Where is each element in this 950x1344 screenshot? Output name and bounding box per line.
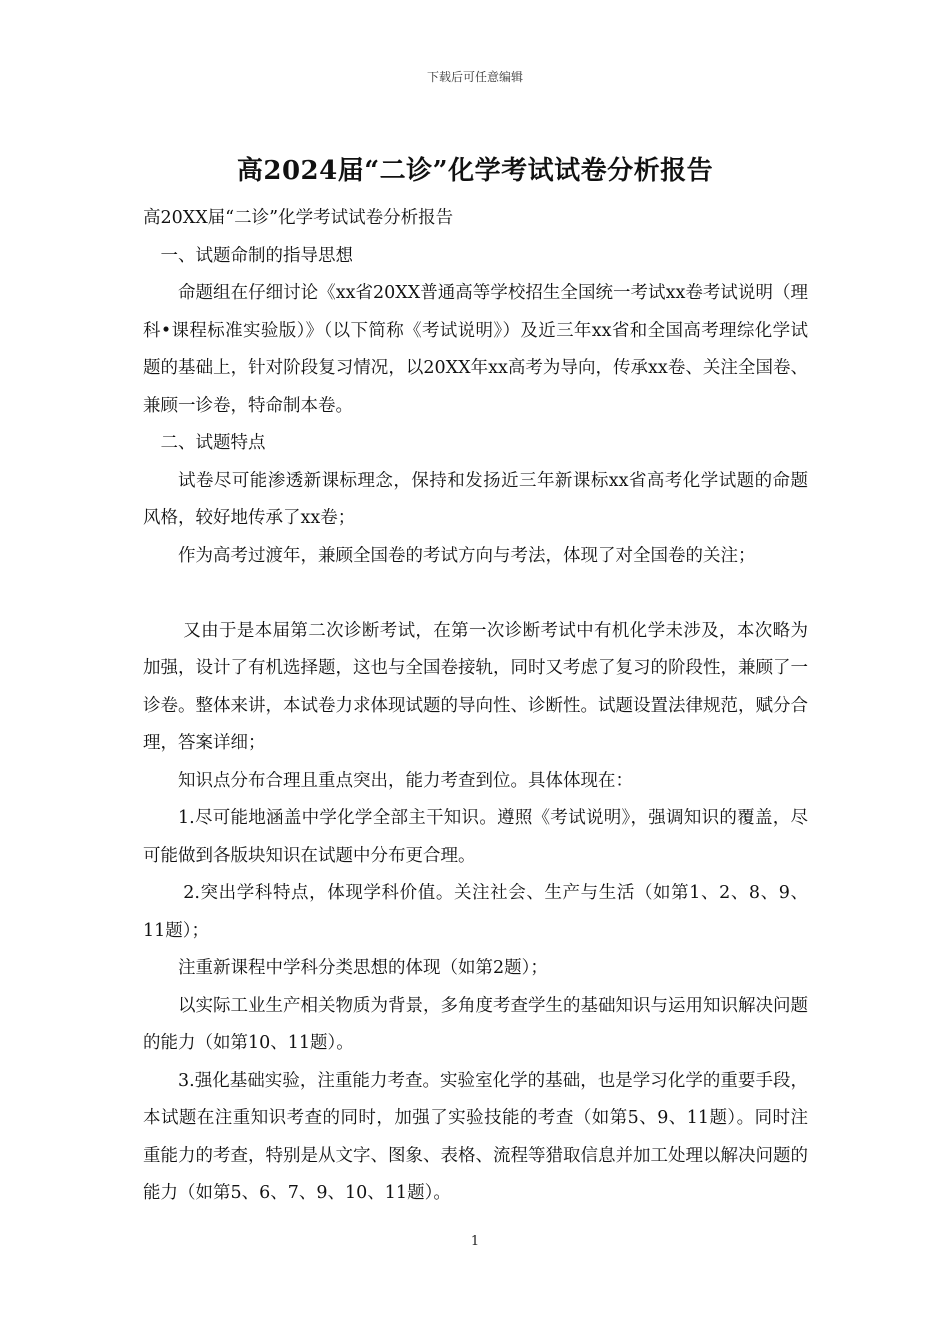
document-body — [143, 200, 808, 1213]
list-item: 1.尽可能地涵盖中学化学全部主干知识。遵照《考试说明》，强调知识的覆盖，尽可能做到各版块知识在试题中分布更合理。 — [143, 808, 808, 866]
page-number: 1 — [470, 1234, 480, 1249]
paragraph: 试卷尽可能渗透新课标理念，保持和发扬近三年新课标xx省高考化学试题的命题风格，较好地传承了xx卷； — [143, 470, 808, 528]
paragraph: 又由于是本届第二次诊断考试，在第一次诊断考试中有机化学未涉及，本次略为加强，设计了有机选择题，这也与全国卷接轨，同时又考虑了复习的阶段性，兼顾了一诊卷。整体来讲，本试卷力求体现试题的导向性、诊断性。试题设置法律规范，赋分合理，答案详细； — [143, 620, 808, 753]
list-item: 2.突出学科特点，体现学科价值。关注社会、生产与生活（如第1、2、8、9、11题）； — [143, 883, 808, 941]
paragraph-gap — [143, 575, 808, 613]
paragraph: 命题组在仔细讨论《xx省20XX普通高等学校招生全国统一考试xx卷考试说明（理科•课程标准实验版）》（以下简称《考试说明》）及近三年xx省和全国高考理综化学试题的基础上，针对阶段复习情况，以20XX年xx高考为导向，传承xx卷、关注全国卷、兼顾一诊卷，特命制本卷。 — [143, 283, 808, 416]
page-header-note: 下载后可任意编辑 — [426, 70, 523, 84]
document-title: 高2024届“二诊”化学考试试卷分析报告 — [236, 156, 714, 186]
paragraph: 注重新课程中学科分类思想的体现（如第2题）； — [178, 958, 548, 978]
section-heading-features: 二、试题特点 — [160, 433, 266, 453]
section-heading-guiding-thought: 一、试题命制的指导思想 — [160, 245, 353, 266]
paragraph: 知识点分布合理且重点突出，能力考查到位。具体体现在： — [178, 770, 633, 791]
list-item: 3.强化基础实验，注重能力考查。实验室化学的基础，也是学习化学的重要手段，本试题在注重知识考查的同时，加强了实验技能的考查（如第5、9、11题）。同时注重能力的考查，特别是从文字、图象、表格、流程等猎取信息并加工处理以解决问题的能力（如第5、6、7、9、10、11题）。 — [143, 1070, 808, 1203]
paragraph: 作为高考过渡年，兼顾全国卷的考试方向与考法，体现了对全国卷的关注； — [178, 545, 756, 566]
paragraph: 以实际工业生产相关物质为背景，多角度考查学生的基础知识与运用知识解决问题的能力（如第10、11题）。 — [143, 995, 808, 1053]
subtitle-paragraph: 高20XX届“二诊”化学考试试卷分析报告 — [143, 208, 454, 228]
